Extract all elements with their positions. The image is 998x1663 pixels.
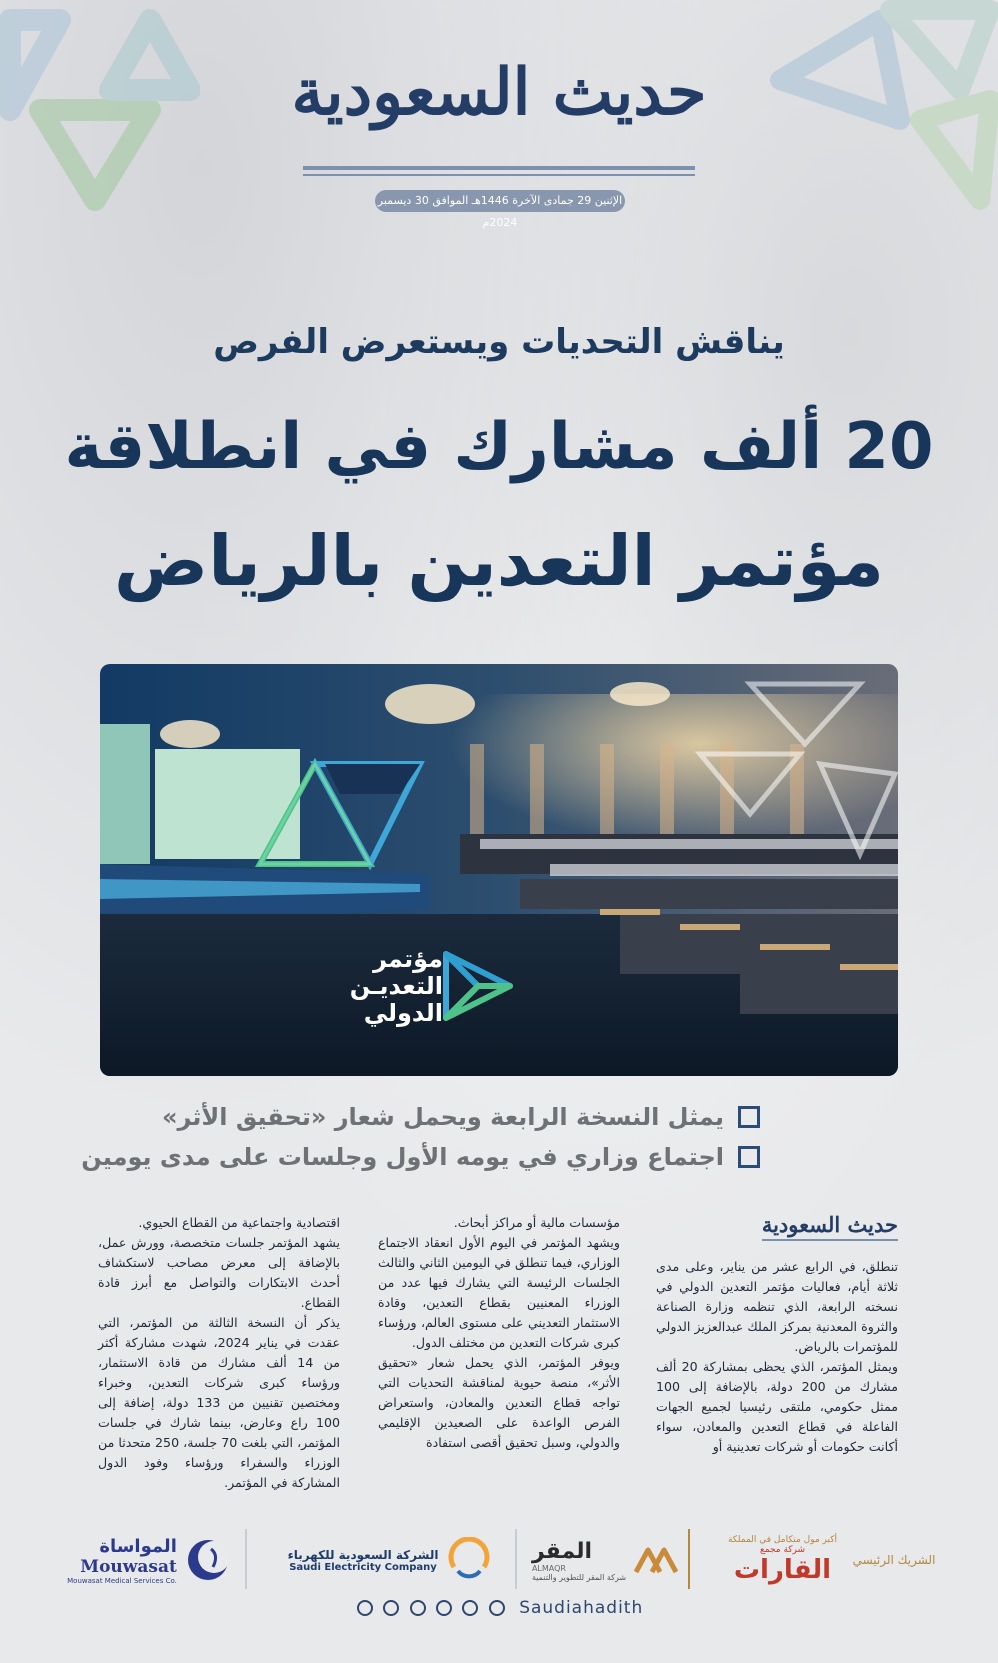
masthead-rule bbox=[303, 166, 695, 170]
alqarat-sub: شركة مجمع bbox=[759, 1545, 806, 1555]
sponsor-divider bbox=[245, 1529, 247, 1589]
issue-date: الإثنين 29 جمادى الآخرة 1446هـ الموافق 30 ديسمبر 2024م bbox=[375, 190, 625, 212]
sponsor-divider bbox=[688, 1529, 690, 1589]
mouwasat-arabic-name: المواساة bbox=[99, 1535, 177, 1557]
x-icon bbox=[410, 1600, 426, 1616]
main-headline-line-1: 20 ألف مشارك في انطلاقة bbox=[64, 410, 934, 484]
sponsor-mouwasat bbox=[60, 1515, 240, 1605]
mining-forum-triangle-icon bbox=[438, 946, 518, 1026]
almaqar-logo-icon bbox=[634, 1542, 678, 1578]
article-column-left bbox=[98, 1213, 340, 1493]
main-headline-line-2: مؤتمر التعدين بالرياض bbox=[114, 520, 884, 602]
sponsor-divider bbox=[515, 1529, 517, 1589]
saudi-electricity-logo-icon bbox=[446, 1537, 492, 1583]
snapchat-icon bbox=[357, 1600, 373, 1616]
article-column-right bbox=[656, 1257, 898, 1457]
youtube-icon bbox=[462, 1600, 478, 1616]
column-text: اقتصادية واجتماعية من القطاع الحيوي. يشهد المؤتمر جلسات متخصصة، وورش عمل، بالإضافة إلى معرض مصاحب لاستكشاف أحدث الابتكارات والتواصل مع أبرز قادة القطاع. يذكر أن النسخة الثالثة من المؤتمر، التي عقدت في يناير 2024، شهدت مشاركة أكثر من 14 ألف مشارك من قادة الاستثمار، ورؤساء كبرى شركات التعدين، وخبراء ومختصين تقنيين من 133 دولة، إضافة إلى 100 راع وعارض، بينما شارك في جلسات المؤتمر، التي بلغت 70 جلسة، 250 متحدثا من الوزراء والسفراء ورؤساء وفود الدول المشاركة في المؤتمر. bbox=[98, 1215, 341, 1490]
mining-forum-logo bbox=[438, 946, 518, 1026]
byline-logo: حديث السعودية bbox=[762, 1212, 898, 1241]
logo-line-3: الدولي bbox=[363, 999, 443, 1027]
main-partner-label: الشريك الرئيسي bbox=[852, 1553, 936, 1567]
masthead-logo: حديث السعودية bbox=[291, 55, 707, 130]
masthead-rule bbox=[303, 174, 695, 176]
facebook-icon bbox=[436, 1600, 452, 1616]
sponsor-almaqar bbox=[525, 1515, 685, 1605]
highlight-bullet-1 bbox=[162, 1103, 760, 1131]
mining-forum-logo-text bbox=[348, 946, 443, 1027]
masthead bbox=[0, 55, 998, 130]
sec-arabic-name: الشركة السعودية للكهرباء bbox=[287, 1547, 439, 1562]
alqarat-tagline: أكبر مول متكامل في المملكة bbox=[727, 1535, 838, 1545]
article-column-middle bbox=[378, 1213, 620, 1453]
logo-line-2: التعديـن bbox=[349, 972, 443, 1000]
column-text: مؤسسات مالية أو مراكز أبحاث. ويشهد المؤتمر في اليوم الأول انعقاد الاجتماع الوزاري، فيما تنطلق في اليومين الثاني والثالث الجلسات الرئيسة التي يشارك فيها عدد من الوزراء المعنيين بقطاع التعدين، وقادة الاستثمار التعديني على مستوى العالم، ورؤساء كبرى شركات التعدين من مختلف الدول. ويوفر المؤتمر، الذي يحمل شعار «تحقيق الأثر»، منصة حيوية لمناقشة التحديات التي تواجه قطاع التعدين والمعادن، واستعراض الفرص الواعدة على الصعيدين الإقليمي والدولي، وسبل تحقيق أقصى استفادة bbox=[378, 1215, 620, 1450]
bullet-text: يمثل النسخة الرابعة ويحمل شعار «تحقيق الأثر» bbox=[161, 1103, 724, 1131]
almaqar-sub: شركة المقر للتطوير والتنمية bbox=[531, 1572, 627, 1582]
bullet-text: اجتماع وزاري في يومه الأول وجلسات على مدى يومين bbox=[81, 1143, 724, 1171]
sponsors-bar bbox=[60, 1515, 938, 1605]
sponsor-saudi-electricity bbox=[270, 1515, 510, 1605]
column-text: تنطلق، في الرابع عشر من يناير، وعلى مدى ثلاثة أيام، فعاليات مؤتمر التعدين الدولي في نسخته الرابعة، الذي تنظمه وزارة الصناعة والثروة المعدنية بمركز الملك عبدالعزيز الدولي للمؤتمرات بالرياض. ويمثل المؤتمر، الذي يحظى بمشاركة 20 ألف مشارك من 200 دولة، بالإضافة إلى 100 ممثل حكومي، ملتقى رئيسيا لجميع الجهات الفاعلة في قطاع التعدين والمعادن، سواء أكانت حكومات أو شركات تعدينية أو bbox=[656, 1259, 898, 1454]
almaqar-name: المقر bbox=[531, 1538, 593, 1564]
sponsor-alqarat bbox=[715, 1515, 850, 1605]
tiktok-icon bbox=[489, 1600, 505, 1616]
kicker-headline: يناقش التحديات ويستعرض الفرص bbox=[213, 322, 785, 362]
almaqar-latin: ALMAQR bbox=[531, 1563, 566, 1573]
social-handle[interactable]: Saudiahadith bbox=[519, 1598, 644, 1618]
instagram-icon bbox=[383, 1600, 399, 1616]
sec-english-name: Saudi Electricity Company bbox=[289, 1561, 437, 1573]
checkbox-square-icon bbox=[738, 1146, 760, 1168]
conference-photo bbox=[100, 664, 898, 1076]
logo-line-1: مؤتمر bbox=[373, 945, 443, 973]
social-handle-row bbox=[0, 1598, 998, 1618]
mouwasat-english-name: Mouwasat bbox=[80, 1556, 177, 1577]
mouwasat-subtitle: Mouwasat Medical Services Co. bbox=[67, 1576, 177, 1585]
checkbox-square-icon bbox=[738, 1106, 760, 1128]
mouwasat-logo-icon bbox=[183, 1535, 233, 1585]
highlight-bullet-2 bbox=[81, 1143, 760, 1171]
decorative-star-left-icon bbox=[0, 0, 200, 270]
alqarat-name: القارات bbox=[733, 1555, 832, 1585]
